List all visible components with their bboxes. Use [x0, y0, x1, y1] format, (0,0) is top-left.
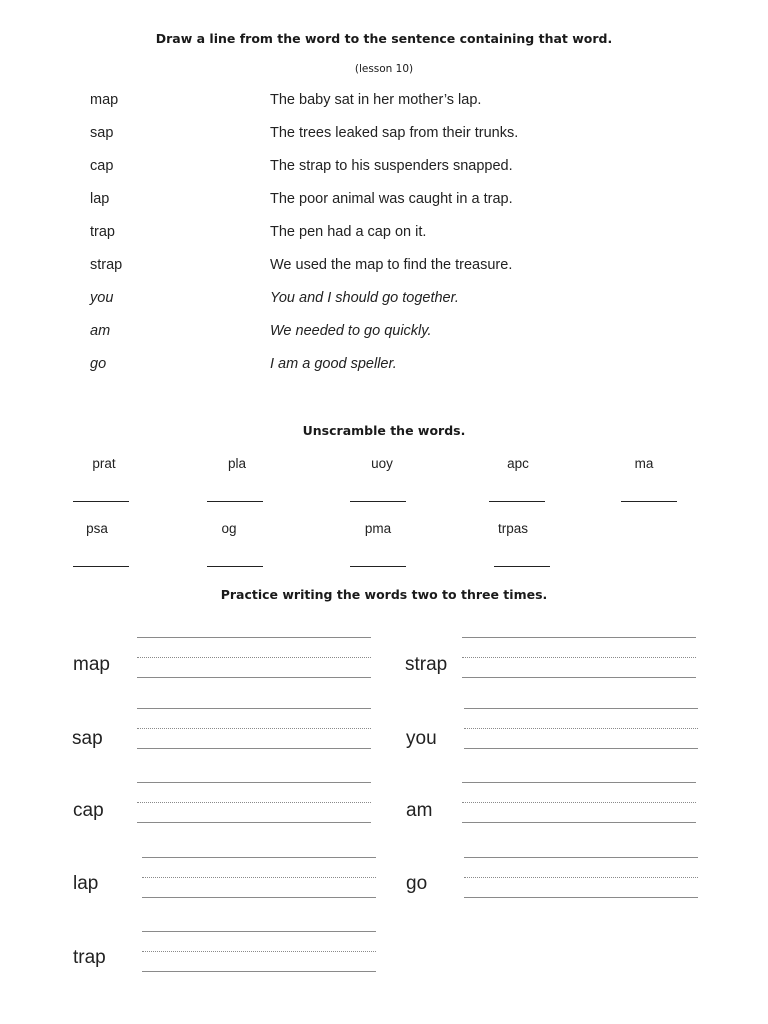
- practice-word: map: [73, 654, 110, 675]
- answer-blank[interactable]: [489, 501, 545, 502]
- scrambled-word: apc: [507, 456, 529, 471]
- handwriting-lines[interactable]: [464, 708, 698, 750]
- match-sentence: You and I should go together.: [270, 290, 459, 306]
- handwriting-lines[interactable]: [142, 931, 376, 973]
- scrambled-word: prat: [92, 456, 116, 471]
- match-sentence: The strap to his suspenders snapped.: [270, 158, 513, 174]
- match-sentence: I am a good speller.: [270, 356, 397, 372]
- match-sentence: We used the map to find the treasure.: [270, 257, 513, 273]
- handwriting-lines[interactable]: [464, 857, 698, 899]
- scrambled-word: trpas: [497, 521, 529, 536]
- answer-blank[interactable]: [207, 566, 263, 567]
- match-word: am: [90, 323, 111, 339]
- match-sentence: We needed to go quickly.: [270, 323, 432, 339]
- handwriting-lines[interactable]: [142, 857, 376, 899]
- practice-word: sap: [72, 728, 103, 749]
- practice-word: cap: [73, 800, 104, 821]
- handwriting-lines[interactable]: [462, 782, 696, 824]
- practice-word: lap: [73, 873, 99, 894]
- match-word: lap: [90, 191, 110, 207]
- answer-blank[interactable]: [73, 501, 129, 502]
- match-word: strap: [90, 257, 123, 273]
- match-word: trap: [90, 224, 115, 240]
- answer-blank[interactable]: [73, 566, 129, 567]
- handwriting-lines[interactable]: [137, 708, 371, 750]
- handwriting-lines[interactable]: [137, 637, 371, 679]
- scrambled-word: psa: [86, 521, 108, 536]
- practice-instruction: Practice writing the words two to three times.: [220, 587, 548, 602]
- match-sentence: The trees leaked sap from their trunks.: [270, 125, 519, 141]
- unscramble-instruction: Unscramble the words.: [302, 423, 466, 438]
- scrambled-word: og: [221, 521, 237, 536]
- match-word: go: [90, 356, 107, 372]
- matching-instruction: Draw a line from the word to the sentence containing that word.: [155, 31, 613, 46]
- scrambled-word: pma: [364, 521, 392, 536]
- handwriting-lines[interactable]: [462, 637, 696, 679]
- practice-word: go: [406, 873, 428, 894]
- practice-word: trap: [73, 947, 106, 968]
- match-word: you: [90, 290, 114, 306]
- lesson-label: (lesson 10): [354, 63, 414, 75]
- answer-blank[interactable]: [207, 501, 263, 502]
- handwriting-lines[interactable]: [137, 782, 371, 824]
- match-word: sap: [90, 125, 114, 141]
- answer-blank[interactable]: [350, 566, 406, 567]
- match-sentence: The baby sat in her mother’s lap.: [270, 92, 482, 108]
- practice-word: you: [406, 728, 437, 749]
- match-word: cap: [90, 158, 114, 174]
- answer-blank[interactable]: [621, 501, 677, 502]
- match-sentence: The pen had a cap on it.: [270, 224, 427, 240]
- answer-blank[interactable]: [494, 566, 550, 567]
- practice-word: strap: [405, 654, 448, 675]
- answer-blank[interactable]: [350, 501, 406, 502]
- scrambled-word: uoy: [371, 456, 393, 471]
- match-sentence: The poor animal was caught in a trap.: [270, 191, 513, 207]
- scrambled-word: pla: [227, 456, 247, 471]
- practice-word: am: [406, 800, 433, 821]
- scrambled-word: ma: [634, 456, 654, 471]
- match-word: map: [90, 92, 119, 108]
